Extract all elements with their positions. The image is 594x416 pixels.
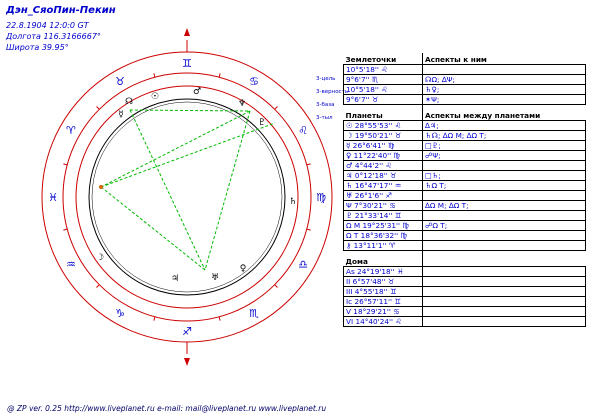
mc-arrow xyxy=(184,28,190,36)
house-position-cell: Ic 26°57'11'' ♊ xyxy=(344,297,423,307)
planet-row xyxy=(344,141,586,151)
zemletochka-row xyxy=(344,85,586,95)
planet-aspects-cell: ☍Ψ; xyxy=(423,151,586,161)
latitude: Широта 39.95° xyxy=(6,43,69,52)
planet-aspects-cell xyxy=(423,161,586,171)
mercury-glyph[interactable]: ☿ xyxy=(118,110,124,120)
ascendant-point xyxy=(99,185,103,189)
planet-row xyxy=(344,191,586,201)
planet-position-cell: ♂ 4°44'2'' ♌ xyxy=(344,161,423,171)
house-position-cell: III 4°55'18'' ♊ xyxy=(344,287,423,297)
aspect-line xyxy=(130,110,205,270)
planet-aspects-cell: ♄☊; ∆Ω M; ∆Ω T; xyxy=(423,131,586,141)
zodiac-sign-glyph: ♑ xyxy=(115,307,125,321)
pluto-glyph[interactable]: ♇ xyxy=(257,118,267,128)
zodiac-sign-glyph: ♐ xyxy=(182,325,192,338)
sign-divider-tick xyxy=(154,73,155,77)
zodiac-sign-glyph: ♌ xyxy=(298,124,308,137)
house-row xyxy=(344,287,586,297)
footer xyxy=(7,404,326,413)
planet-row xyxy=(344,231,586,241)
planet-row xyxy=(344,121,586,131)
zodiac-sign-glyph: ♈ xyxy=(66,124,76,137)
version: ver. 0.25 xyxy=(28,404,62,413)
level-label: 3-база xyxy=(316,102,335,108)
sign-divider-tick xyxy=(96,106,99,109)
planet-row xyxy=(344,161,586,171)
level-label: 3-цель xyxy=(316,76,336,82)
planet-position-cell: ♇ 21°33'14'' ♊ xyxy=(344,211,423,221)
zemletochki-section-header: Землеточки Аспекты к ним xyxy=(344,53,586,65)
house-position-cell: II 6°57'48'' ♉ xyxy=(344,277,423,287)
planet-position-cell: ♄ 16°47'17'' ♒ xyxy=(344,181,423,191)
zemletochka-row xyxy=(344,65,586,75)
birth-datetime: 22.8.1904 12:0:0 GT xyxy=(6,21,89,30)
sign-divider-tick xyxy=(219,317,220,321)
planet-position-cell: ♀ 11°22'40'' ♍ xyxy=(344,151,423,161)
sign-divider-tick xyxy=(96,285,99,288)
planet-position-cell: ♅ 26°1'6'' ♐ xyxy=(344,191,423,201)
mars-glyph[interactable]: ♂ xyxy=(192,87,202,97)
site-link[interactable]: http://www.liveplanet.ru xyxy=(64,404,155,413)
neptune-glyph[interactable]: ♆ xyxy=(237,99,247,109)
venus-glyph[interactable]: ♀ xyxy=(239,264,247,274)
email-link[interactable]: e-mail: mail@liveplanet.ru xyxy=(157,404,257,413)
aspect-line xyxy=(101,123,275,187)
zodiac-sign-glyph: ♎ xyxy=(298,258,308,271)
level-label: 3-тыл xyxy=(316,115,333,121)
planet-aspects-cell: □♄; xyxy=(423,171,586,181)
moon-glyph[interactable]: ☽ xyxy=(95,253,105,263)
zemletochka-aspects-cell xyxy=(423,65,586,75)
zemletochka-row xyxy=(344,95,586,105)
planet-row xyxy=(344,131,586,141)
planet-position-cell: ☉ 28°55'53'' ♌ xyxy=(344,121,423,131)
sign-divider-tick xyxy=(307,229,311,230)
zemletochka-row xyxy=(344,75,586,85)
zodiac-sign-glyph: ♍ xyxy=(316,191,326,204)
house-row xyxy=(344,297,586,307)
zodiac-sign-glyph: ♋ xyxy=(249,74,259,88)
zemletochka-position-cell: 10°5'18'' ♌ xyxy=(344,65,423,75)
zodiac-sign-glyph: ♓ xyxy=(48,191,58,204)
house-position-cell: V 18°29'21'' ♋ xyxy=(344,307,423,317)
house-row xyxy=(344,277,586,287)
house-aspects-cell xyxy=(423,277,586,287)
planet-position-cell: ☿ 26°6'41'' ♍ xyxy=(344,141,423,151)
aspect-line xyxy=(101,187,205,270)
zemletochka-aspects-cell: ✶Ψ; xyxy=(423,95,586,105)
zemletochka-aspects-cell: ♄♀; xyxy=(423,85,586,95)
planet-position-cell: ⚷ 13°11'1'' ♈ xyxy=(344,241,423,251)
house-row xyxy=(344,307,586,317)
planet-aspects-cell: ♄Ω T; xyxy=(423,181,586,191)
zodiac-sign-glyph: ♊ xyxy=(182,57,192,70)
zemletochka-aspects-cell: ☊Ω; ∆Ψ; xyxy=(423,75,586,85)
longitude: Долгота 116.3166667° xyxy=(6,32,101,41)
planet-row xyxy=(344,171,586,181)
house-row xyxy=(344,267,586,277)
jupiter-glyph[interactable]: ♃ xyxy=(170,274,180,284)
zodiac-sign-glyph: ♏ xyxy=(249,307,259,321)
zodiac-sign-glyph: ♒ xyxy=(66,258,76,271)
sign-divider-tick xyxy=(63,229,67,230)
zemletochka-position-cell: 9°6'7'' ♉ xyxy=(344,95,423,105)
north-node-glyph[interactable]: ☊ xyxy=(125,97,133,107)
planets-section-header: Планеты Аспекты между планетами xyxy=(344,109,586,121)
house-position-cell: VI 14°40'24'' ♌ xyxy=(344,317,423,327)
site-link-2[interactable]: www.liveplanet.ru xyxy=(258,404,327,413)
planet-position-cell: Ω M 19°25'31'' ♍ xyxy=(344,221,423,231)
sign-divider-tick xyxy=(63,164,67,165)
zodiac-sign-glyph: ♉ xyxy=(115,74,125,88)
chart-title: Дэн_СяоПин-Пекин xyxy=(6,5,116,16)
planet-aspects-cell xyxy=(423,241,586,251)
level-label: 3-верность xyxy=(316,89,349,95)
saturn-glyph[interactable]: ♄ xyxy=(288,197,298,207)
planet-aspects-cell xyxy=(423,191,586,201)
sign-divider-tick xyxy=(307,164,311,165)
planet-aspects-cell xyxy=(423,211,586,221)
planet-row xyxy=(344,201,586,211)
houses-section-header: Дома xyxy=(344,255,586,267)
copyright: @ ZP xyxy=(7,404,27,413)
planet-row xyxy=(344,151,586,161)
planet-aspects-cell: ☍Ω T; xyxy=(423,221,586,231)
uranus-glyph[interactable]: ♅ xyxy=(210,273,220,283)
planet-aspects-cell: □♇; xyxy=(423,141,586,151)
planet-position-cell: Ω T 18°36'32'' ♍ xyxy=(344,231,423,241)
house-aspects-cell xyxy=(423,317,586,327)
sign-divider-tick xyxy=(275,106,278,109)
ic-arrow xyxy=(184,358,190,366)
house-aspects-cell xyxy=(423,297,586,307)
planet-aspects-cell: ∆♃; xyxy=(423,121,586,131)
house-aspects-cell xyxy=(423,267,586,277)
planet-position-cell: ♃ 0°12'18'' ♉ xyxy=(344,171,423,181)
house-aspects-cell xyxy=(423,287,586,297)
aspects-table xyxy=(343,53,586,327)
house-aspects-cell xyxy=(423,307,586,317)
sun-glyph[interactable]: ☉ xyxy=(150,92,160,102)
sign-divider-tick xyxy=(219,73,220,77)
planet-row xyxy=(344,241,586,251)
house-position-cell: As 24°19'18'' ♓ xyxy=(344,267,423,277)
planet-position-cell: Ψ 7°30'21'' ♋ xyxy=(344,201,423,211)
zemletochka-position-cell: 9°6'7'' ♏ xyxy=(344,75,423,85)
planet-aspects-cell: ∆Ω M; ∆Ω T; xyxy=(423,201,586,211)
planet-row xyxy=(344,181,586,191)
inner-ring xyxy=(89,99,285,295)
zemletochka-position-cell: 10°5'18'' ♌ xyxy=(344,85,423,95)
house-row xyxy=(344,317,586,327)
planet-aspects-cell xyxy=(423,231,586,241)
planet-position-cell: ☽ 19°50'21'' ♉ xyxy=(344,131,423,141)
planet-row xyxy=(344,211,586,221)
planet-row xyxy=(344,221,586,231)
sign-divider-tick xyxy=(154,317,155,321)
sign-divider-tick xyxy=(275,285,278,288)
